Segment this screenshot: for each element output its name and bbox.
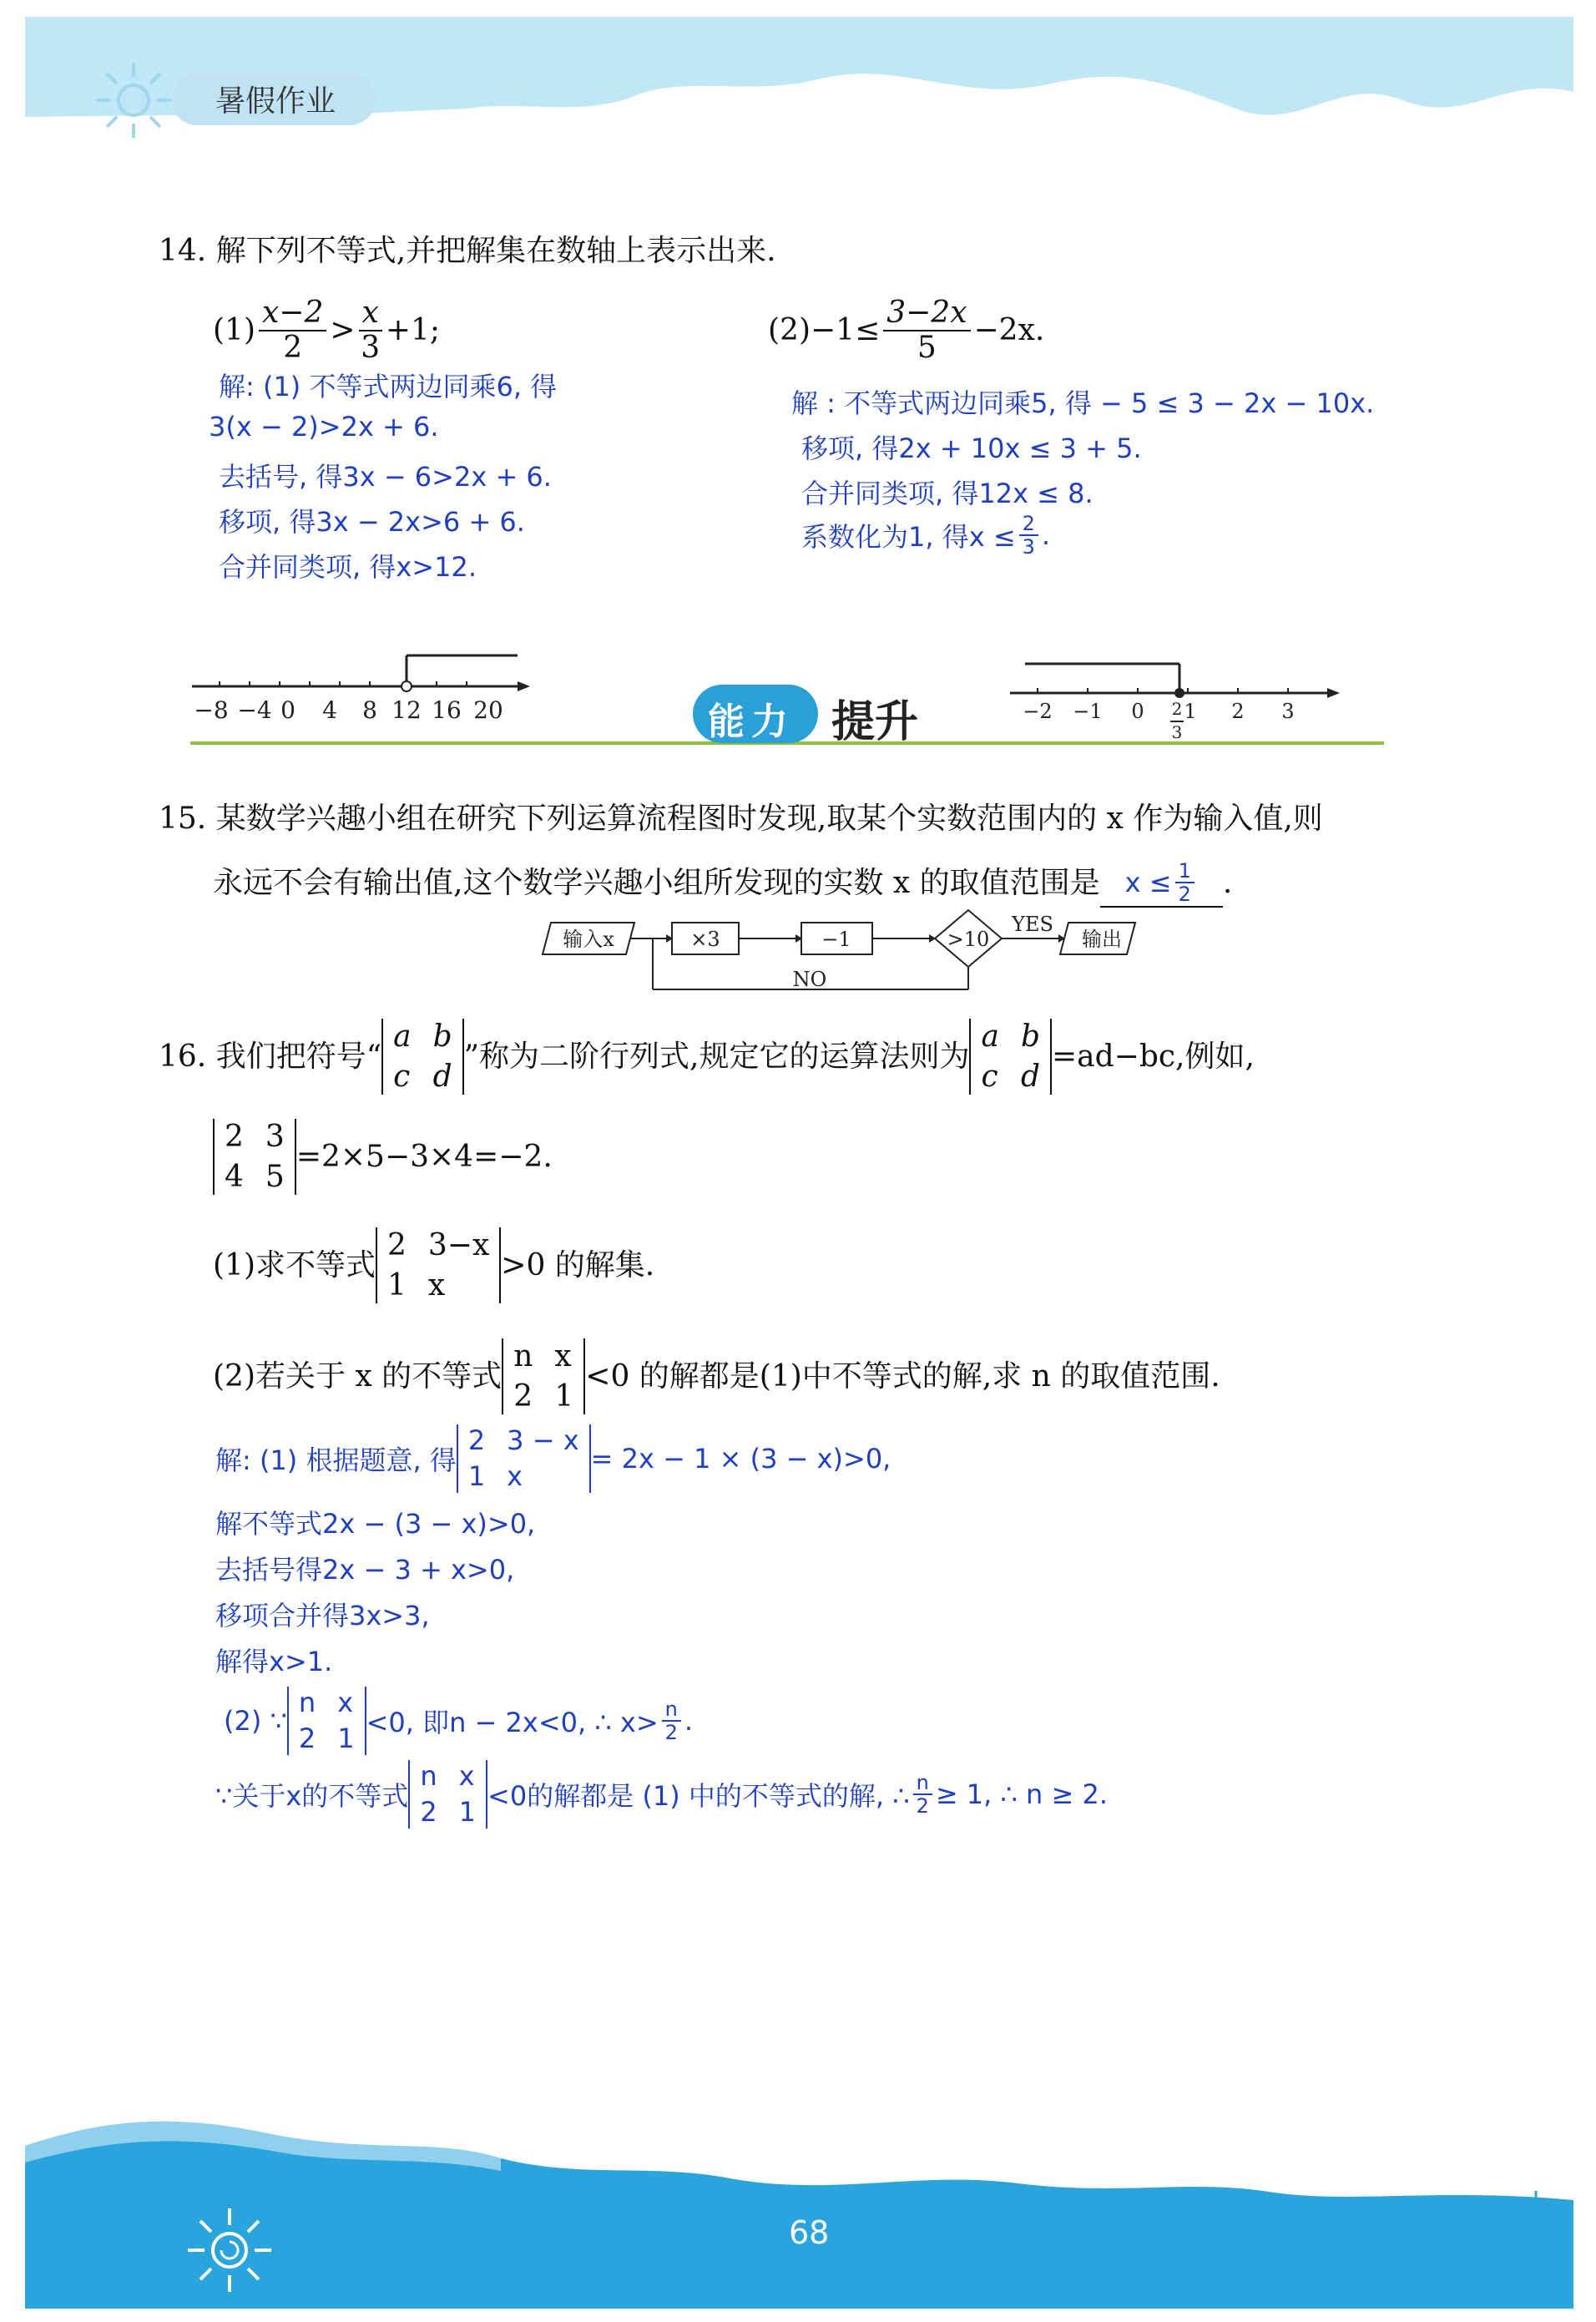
nl2-label: 0 [1131, 700, 1144, 723]
page-header-title: 暑假作业 [215, 84, 336, 119]
flow-multiply: ×3 [690, 928, 720, 951]
frac-numerator: x [359, 296, 382, 331]
nl1-label: 12 [391, 696, 422, 724]
q16-symbol-det [381, 1019, 464, 1095]
q16-sol-line2: 解不等式2x − (3 − x)>0, [215, 1508, 536, 1540]
det-entry: x [458, 1760, 475, 1792]
flow-input: 输入x [563, 928, 614, 951]
det-entry: 3 [265, 1120, 285, 1154]
frac-denominator: 2 [283, 330, 303, 365]
nl1-label: 20 [473, 696, 503, 724]
q14-sol2-end: . [1041, 519, 1051, 552]
q14-sol2-frac [1019, 513, 1038, 559]
nl1-label: −8 [194, 696, 229, 724]
det-entry: 2 [513, 1379, 533, 1414]
nl2-label: −2 [1023, 700, 1053, 723]
det-entry: c [981, 1059, 998, 1094]
det-entry: x [337, 1687, 354, 1718]
q14-sol1-line2: 3(x − 2)>2x + 6. [209, 411, 439, 443]
q16-part1-det [376, 1227, 501, 1303]
det-entry: 2 [298, 1723, 316, 1755]
flow-output: 输出 [1082, 928, 1122, 951]
nl2-label: 3 [1281, 700, 1295, 723]
det-entry: 2 [225, 1120, 244, 1154]
flowchart [534, 906, 1152, 998]
q16-sol-line4: 移项合并得3x>3, [215, 1600, 430, 1631]
q14-sol1-line4: 移项, 得3x − 2x>6 + 6. [219, 506, 525, 538]
q16-sol-line1 [215, 1424, 891, 1493]
q16-sol-line6-end: . [684, 1705, 694, 1738]
q14-sol1-line5: 合并同类项, 得x>12. [219, 551, 477, 583]
q16-part2-det [502, 1338, 585, 1414]
det-entry: d [432, 1059, 452, 1094]
det-entry: 1 [387, 1267, 407, 1303]
q15-line2 [213, 860, 1232, 908]
det-entry: n [298, 1687, 316, 1718]
nl1-label: −4 [237, 696, 272, 724]
det-entry: c [393, 1059, 411, 1094]
det-entry: b [432, 1019, 452, 1054]
q16-intro-c: =ad−bc,例如, [1052, 1039, 1255, 1074]
det-entry: a [981, 1019, 999, 1054]
q16-sol-det2 [287, 1687, 366, 1755]
q15-line1: 15. 某数学兴趣小组在研究下列运算流程图时发现,取某个实数范围内的 x 作为输入值,则 [159, 802, 1323, 836]
frac-numerator: x−2 [259, 296, 326, 331]
nl2-label: 2 [1231, 700, 1245, 723]
q14-part2-frac [883, 296, 970, 364]
flow-subtract: −1 [821, 928, 851, 951]
q16-sol-line6-b: <0, 即n − 2x<0, ∴ x> [366, 1707, 659, 1739]
det-entry: 1 [337, 1723, 355, 1755]
flow-no: NO [792, 968, 827, 991]
q16-example-det [213, 1119, 296, 1195]
q16-part1-b: >0 的解集. [501, 1247, 655, 1282]
q16-sol-det3 [408, 1760, 487, 1829]
det-entry: 4 [225, 1159, 244, 1194]
nl1-label: 0 [280, 696, 295, 724]
q16-sol-line1-b: = 2x − 1 × (3 − x)>0, [590, 1443, 891, 1475]
frac-numerator: 3−2x [883, 296, 970, 331]
q16-intro-b: ”称为二阶行列式,规定它的运算法则为 [463, 1039, 970, 1074]
nl1-label: 8 [362, 696, 377, 724]
det-entry: 1 [467, 1460, 486, 1493]
q16-sol-line7 [215, 1760, 1108, 1829]
frac-denominator: 3 [1022, 535, 1035, 559]
q14-part2 [768, 296, 1044, 364]
q16-sol-line3: 去括号得2x − 3 + x>0, [215, 1554, 515, 1586]
frac-denominator: 2 [664, 1721, 678, 1745]
q16-part1-a: (1)求不等式 [213, 1247, 376, 1282]
q16-rule-det [969, 1019, 1052, 1095]
det-entry: 2 [387, 1228, 407, 1262]
sun-icon [184, 2204, 275, 2296]
det-entry: 5 [265, 1159, 285, 1194]
page-number: 68 [789, 2214, 830, 2251]
det-entry: x [427, 1267, 446, 1303]
q15-line2-text: 永远不会有输出值,这个数学兴趣小组所发现的实数 x 的取值范围是 [213, 866, 1100, 901]
det-entry: n [420, 1760, 437, 1792]
q14-part1 [213, 296, 440, 364]
q16-sol-line7-c: ≥ 1, ∴ n ≥ 2. [935, 1778, 1108, 1811]
nl2-mark-num: 2 [1171, 699, 1183, 719]
q14-sol2-line4-text: 系数化为1, 得x ≤ [801, 521, 1016, 554]
q16-sol-line7-b: <0的解都是 (1) 中的不等式的解, ∴ [487, 1780, 910, 1813]
q14-sol1-line3: 去括号, 得3x − 6>2x + 6. [219, 461, 552, 493]
number-line-1 [188, 635, 568, 735]
det-entry: 1 [458, 1796, 477, 1829]
nl1-label: 4 [322, 696, 337, 724]
q14-sol2-line3: 合并同类项, 得12x ≤ 8. [801, 478, 1093, 509]
q16-sol-det1 [457, 1424, 591, 1493]
det-entry: n [513, 1339, 533, 1373]
frac-denominator: 3 [361, 330, 381, 365]
q14-sol2-line2: 移项, 得2x + 10x ≤ 3 + 5. [801, 433, 1142, 464]
frac-numerator: 2 [1019, 513, 1038, 536]
nl2-label: 1 [1184, 700, 1197, 723]
q14-stem: 14. 解下列不等式,并把解集在数轴上表示出来. [159, 234, 776, 268]
q15-answer [1100, 860, 1223, 908]
frac-denominator: 5 [917, 330, 937, 365]
q16-part1 [213, 1227, 654, 1303]
sun-icon [92, 58, 175, 142]
frac-denominator: 2 [1178, 883, 1191, 907]
q16-intro [159, 1019, 1255, 1095]
det-entry: 2 [420, 1796, 437, 1829]
number-line-2 [1002, 651, 1352, 743]
q16-sol-line5: 解得x>1. [215, 1646, 333, 1677]
q16-sol-line7-frac [913, 1772, 932, 1818]
q15-answer-frac [1175, 860, 1194, 906]
q16-sol-line6 [224, 1687, 693, 1755]
gt-sign: > [330, 312, 356, 347]
q14-part2-label: (2)−1≤ [768, 312, 881, 347]
q14-part1-frac2 [359, 296, 382, 364]
q16-sol-line6-frac [662, 1698, 681, 1744]
det-entry: a [393, 1019, 412, 1054]
nl2-label: −1 [1073, 700, 1103, 723]
q14-part1-frac1 [259, 296, 326, 364]
q14-part1-tail: +1; [385, 312, 441, 347]
det-entry: d [1020, 1059, 1040, 1094]
frac-denominator: 2 [916, 1794, 929, 1819]
q15-answer-text: x ≤ [1124, 867, 1172, 899]
q15-end: . [1222, 866, 1233, 901]
q14-part1-label: (1) [213, 312, 255, 347]
nl2-mark-den: 3 [1171, 722, 1183, 742]
q14-sol2-line4 [801, 513, 1050, 559]
det-entry: 1 [554, 1379, 574, 1414]
det-entry: b [1020, 1019, 1040, 1054]
q14-sol1-line1: 解: (1) 不等式两边同乘6, 得 [219, 371, 558, 402]
q16-example-tail: =2×5−3×4=−2. [295, 1139, 553, 1174]
q16-part2-a: (2)若关于 x 的不等式 [213, 1358, 503, 1394]
q16-part2-b: <0 的解都是(1)中不等式的解,求 n 的取值范围. [585, 1358, 1220, 1394]
frac-numerator: n [913, 1772, 932, 1795]
flow-condition: >10 [947, 928, 990, 951]
det-entry: 3−x [427, 1228, 490, 1262]
q16-sol-line7-a: ∵关于x的不等式 [215, 1780, 409, 1813]
banner-title: 提升 [831, 697, 919, 747]
q16-sol-line1-a: 解: (1) 根据题意, 得 [215, 1444, 457, 1477]
frac-numerator: n [662, 1698, 681, 1722]
det-entry: 3 − x [507, 1424, 579, 1456]
det-entry: 2 [467, 1424, 486, 1456]
q16-part2 [213, 1338, 1220, 1414]
q16-example [213, 1119, 553, 1195]
nl1-label: 16 [432, 696, 462, 724]
det-entry: x [554, 1339, 572, 1373]
q16-sol-line6-a: (2) ∵ [224, 1705, 287, 1738]
q16-intro-a: 16. 我们把符号“ [159, 1039, 382, 1074]
q14-sol2-line1: 解 : 不等式两边同乘5, 得 − 5 ≤ 3 − 2x − 10x. [791, 387, 1375, 419]
det-entry: x [507, 1460, 523, 1493]
sun-icon [1503, 2188, 1569, 2254]
q14-part2-tail: −2x. [973, 312, 1045, 347]
banner-pill-text: 能力 [708, 701, 795, 743]
flow-yes: YES [1012, 913, 1053, 936]
frac-numerator: 1 [1175, 860, 1194, 883]
